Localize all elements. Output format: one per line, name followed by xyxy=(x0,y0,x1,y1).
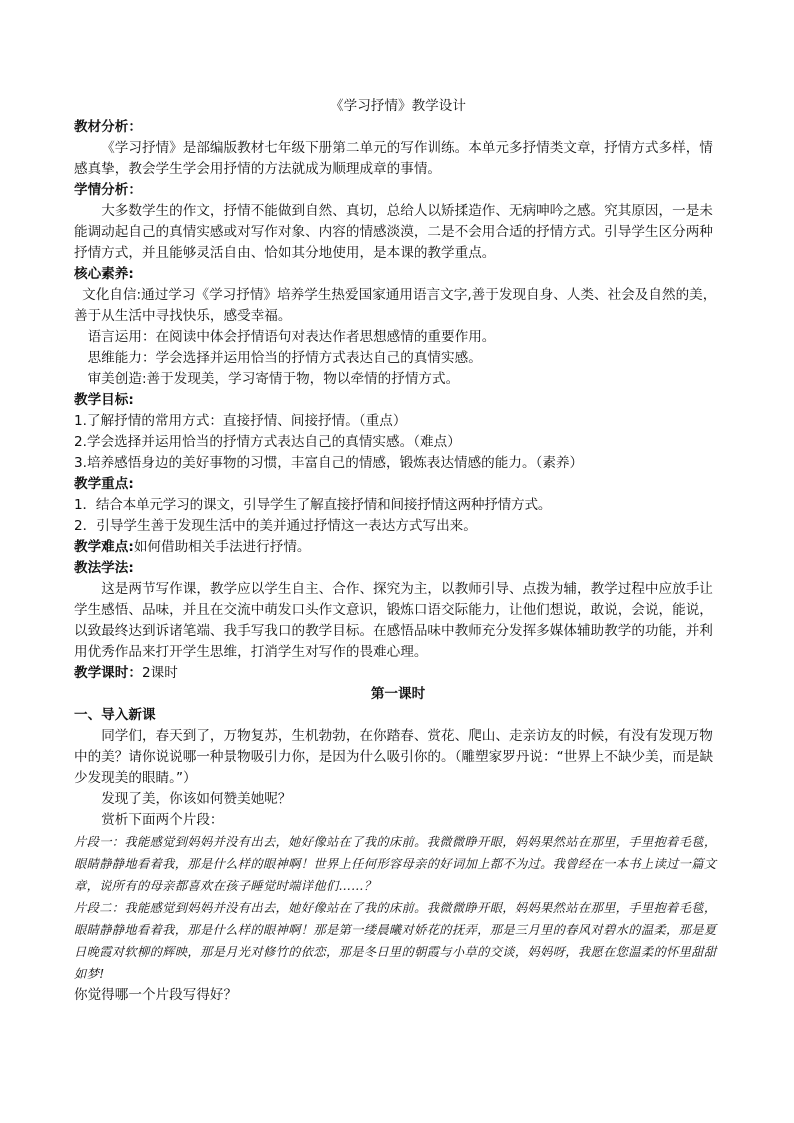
paragraph-jiaofa: 这是两节写作课，教学应以学生自主、合作、探究为主，以教师引导、点拨为辅，教学过程中应放手让学生感悟、品味，并且在交流中萌发口头作文意识，锻炼口语交际能力，让他们想说，敢说，会说，能说，以致最终达到诉诸笔端、我手写我口的教学目标。在感悟品味中教师充分发挥多媒体辅助教学的功能，并利用优秀作品来打开学生思维，打消学生对写作的畏难心理。 xyxy=(74,581,713,660)
paragraph-daoru: 同学们，春天到了，万物复苏，生机勃勃，在你踏春、赏花、爬山、走亲访友的时候，有没有发现万物中的美？请你说说哪一种景物吸引力你，是因为什么吸引你的。（雕塑家罗丹说：“世界上不缺少美，而是缺少发现美的眼睛。”） xyxy=(74,728,714,786)
lesson-heading: 第一课时 xyxy=(370,686,426,702)
question-line: 你觉得哪一个片段写得好？ xyxy=(74,987,238,1003)
goal-item-3: 3.培养感悟身边的美好事物的习惯，丰富自己的情感，锻炼表达情感的能力。（素养） xyxy=(74,455,584,471)
section-heading-jiaocai: 教材分析： xyxy=(74,119,142,135)
section-heading-daoru: 一、导入新课 xyxy=(74,707,156,723)
section-heading-keshi: 教学课时： xyxy=(74,665,142,681)
excerpt-two: 片段二：我能感觉到妈妈并没有出去，她好像站在了我的床前。我微微睁开眼，妈妈果然站在那里，手里抱着毛毯，眼睛静静地看着我，那是什么样的眼神啊！那是第一缕晨曦对娇花的抚弄，那是三月里的春风对碧水的温柔，那是夏日晚霞对软柳的辉映，那是月光对修竹的依恋，那是冬日里的朝霞与小草的交谈，妈妈呀，我愿在您温柔的怀里甜甜如梦! xyxy=(74,901,717,981)
keypoint-item-2: 2．引导学生善于发现生活中的美并通过抒情这一表达方式写出来。 xyxy=(74,518,477,534)
nandian-text: 如何借助相关手法进行抒情。 xyxy=(133,539,311,555)
paragraph-shangxi: 赏析下面两个片段： xyxy=(101,812,224,828)
keypoint-item-1: 1．结合本单元学习的课文，引导学生了解直接抒情和间接抒情这两种抒情方式。 xyxy=(74,497,552,513)
document-page xyxy=(74,96,722,1006)
keshi-text: 2课时 xyxy=(141,665,178,681)
goal-item-2: 2.学会选择并运用恰当的抒情方式表达自己的真情实感。（难点） xyxy=(74,434,461,450)
document-title: 《学习抒情》教学设计 xyxy=(330,98,466,114)
section-heading-suyang: 核心素养: xyxy=(74,266,134,282)
section-heading-jiaofa: 教法学法: xyxy=(74,560,134,576)
keshi-line xyxy=(74,663,722,684)
paragraph-suyang-thinking: 思维能力：学会选择并运用恰当的抒情方式表达自己的真情实感。 xyxy=(87,350,482,366)
paragraph-suyang-culture: 文化自信:通过学习《学习抒情》培养学生热爱国家通用语言文字,善于发现自身、人类、社会及自然的美，善于从生活中寻找快乐，感受幸福。 xyxy=(74,287,717,324)
paragraph-jiaocai: 《学习抒情》是部编版教材七年级下册第二单元的写作训练。本单元多抒情类文章，抒情方式多样，情感真挚，教会学生学会用抒情的方法就成为顺理成章的事情。 xyxy=(74,140,713,177)
section-heading-zhongdian: 教学重点: xyxy=(74,476,134,492)
section-heading-nandian: 教学难点: xyxy=(74,539,134,555)
section-heading-xueqing: 学情分析： xyxy=(74,182,142,198)
excerpt-one: 片段一：我能感觉到妈妈并没有出去，她好像站在了我的床前。我微微睁开眼，妈妈果然站在那里，手里抱着毛毯，眼睛静静地看着我，那是什么样的眼神啊！世界上任何形容母亲的好词加上都不为过。我曾经在一本书上读过一篇文章，说所有的母亲都喜欢在孩子睡觉时端详他们……？ xyxy=(74,835,717,893)
nandian-line xyxy=(74,537,722,558)
paragraph-xueqing: 大多数学生的作文，抒情不能做到自然、真切，总给人以矫揉造作、无病呻吟之感。究其原因，一是未能调动起自己的真情实感或对写作对象、内容的情感淡漠，二是不会用合适的抒情方式。引导学生区分两种抒情方式，并且能够灵活自由、恰如其分地使用，是本课的教学重点。 xyxy=(74,203,713,261)
paragraph-suyang-aesthetic: 审美创造:善于发现美，学习寄情于物，物以牵情的抒情方式。 xyxy=(87,371,460,387)
paragraph-faxian: 发现了美，你该如何赞美她呢？ xyxy=(101,791,292,807)
paragraph-suyang-language: 语言运用：在阅读中体会抒情语句对表达作者思想感情的重要作用。 xyxy=(87,329,496,345)
goal-item-1: 1.了解抒情的常用方式：直接抒情、间接抒情。（重点） xyxy=(74,413,407,429)
section-heading-mubiao: 教学目标: xyxy=(74,392,134,408)
